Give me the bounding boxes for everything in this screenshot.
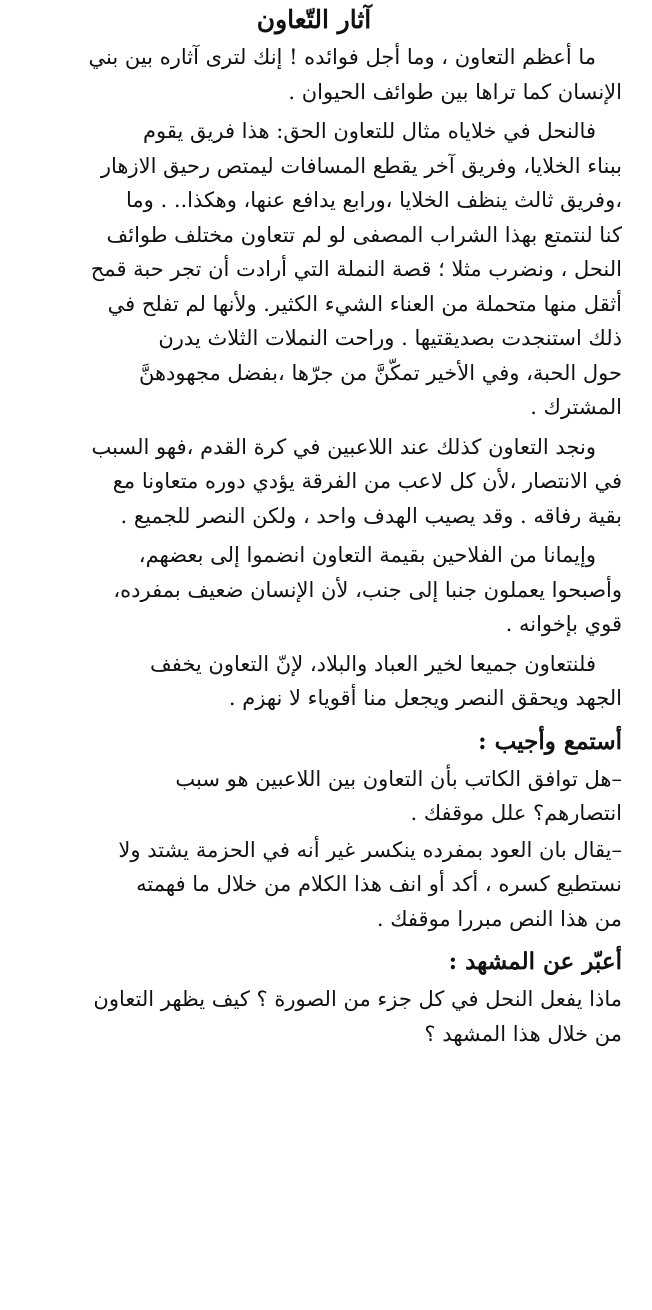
paragraph-farmers [6, 538, 622, 642]
paragraph-bees-ants [6, 114, 622, 425]
text-line: ،وفريق ثالث ينظف الخلايا ،ورابع يدافع عنها، وهكذا.. . وما [126, 188, 622, 212]
text-line: المشترك . [530, 395, 622, 419]
text-line: الإنسان كما تراها بين طوائف الحيوان . [288, 79, 622, 104]
text-line: من خلال هذا المشهد ؟ [424, 1021, 622, 1046]
describe-scene-heading: أعبّر عن المشهد : [448, 948, 622, 975]
document-page [6, 0, 622, 1310]
text-line: قوي بإخوانه . [505, 612, 622, 636]
text-line: –هل توافق الكاتب بأن التعاون بين اللاعبين هو سبب [175, 766, 622, 791]
text-line: كنا لنتمتع بهذا الشراب المصفى لو لم تتعاون مختلف طوائف [106, 222, 622, 247]
paragraph-intro [6, 40, 622, 109]
paragraph-football [6, 430, 622, 534]
listen-answer-heading: أستمع وأجيب : [478, 727, 622, 755]
text-line: النحل ، ونضرب مثلا ؛ قصة النملة التي أرادت أن تجر حبة قمح [90, 257, 622, 281]
scene-question [6, 982, 622, 1051]
question-item [6, 762, 622, 831]
text-line: الجهد ويحقق النصر ويجعل منا أقوياء لا نهزم . [228, 686, 622, 710]
text-line: بقية رفاقه . وقد يصيب الهدف واحد ، ولكن النصر للجميع . [120, 503, 622, 528]
text-line: ونجد التعاون كذلك عند اللاعبين في كرة القدم ،فهو السبب [91, 434, 596, 459]
text-line: انتصارهم؟ علل موقفك . [410, 801, 622, 825]
text-line: وأصبحوا يعملون جنبا إلى جنب، لأن الإنسان ضعيف بمفرده، [113, 577, 622, 602]
text-line: ذلك استنجدت بصديقتيها . وراحت النملات الثلاث يدرن [158, 326, 622, 350]
question-item [6, 833, 622, 937]
text-line: ماذا يفعل النحل في كل جزء من الصورة ؟ كيف يظهر التعاون [93, 987, 622, 1011]
text-line: أثقل منها متحملة من العناء الشيء الكثير. ولأنها لم تفلح في [107, 291, 622, 316]
page-title: آثار التّعاون [256, 5, 372, 34]
text-line: وإيمانا من الفلاحين بقيمة التعاون انضموا إلى بعضهم، [138, 543, 596, 567]
text-line: فالنحل في خلاياه مثال للتعاون الحق: هذا فريق يقوم [143, 119, 596, 143]
text-line: ما أعظم التعاون ، وما أجل فوائده ! إنك لترى آثاره بين بني [88, 45, 596, 69]
text-line: في الانتصار ،لأن كل لاعب من الفرقة يؤدي دوره متعاونا مع [112, 469, 622, 493]
text-line: فلنتعاون جميعا لخير العباد والبلاد، لإنّ التعاون يخفف [150, 651, 596, 676]
text-line: من هذا النص مبررا موقفك . [376, 906, 622, 931]
text-line: –يقال بان العود بمفرده ينكسر غير أنه في الحزمة يشتد ولا [118, 837, 622, 862]
text-line: نستطيع كسره ، أكد أو انف هذا الكلام من خلال ما فهمته [136, 872, 622, 896]
paragraph-conclusion [6, 647, 622, 716]
text-line: ببناء الخلايا، وفريق آخر يقطع المسافات ليمتص رحيق الازهار [100, 153, 622, 178]
text-line: حول الحبة، وفي الأخير تمكّنَّ من جرّها ،بفضل مجهودهنَّ [139, 360, 622, 385]
